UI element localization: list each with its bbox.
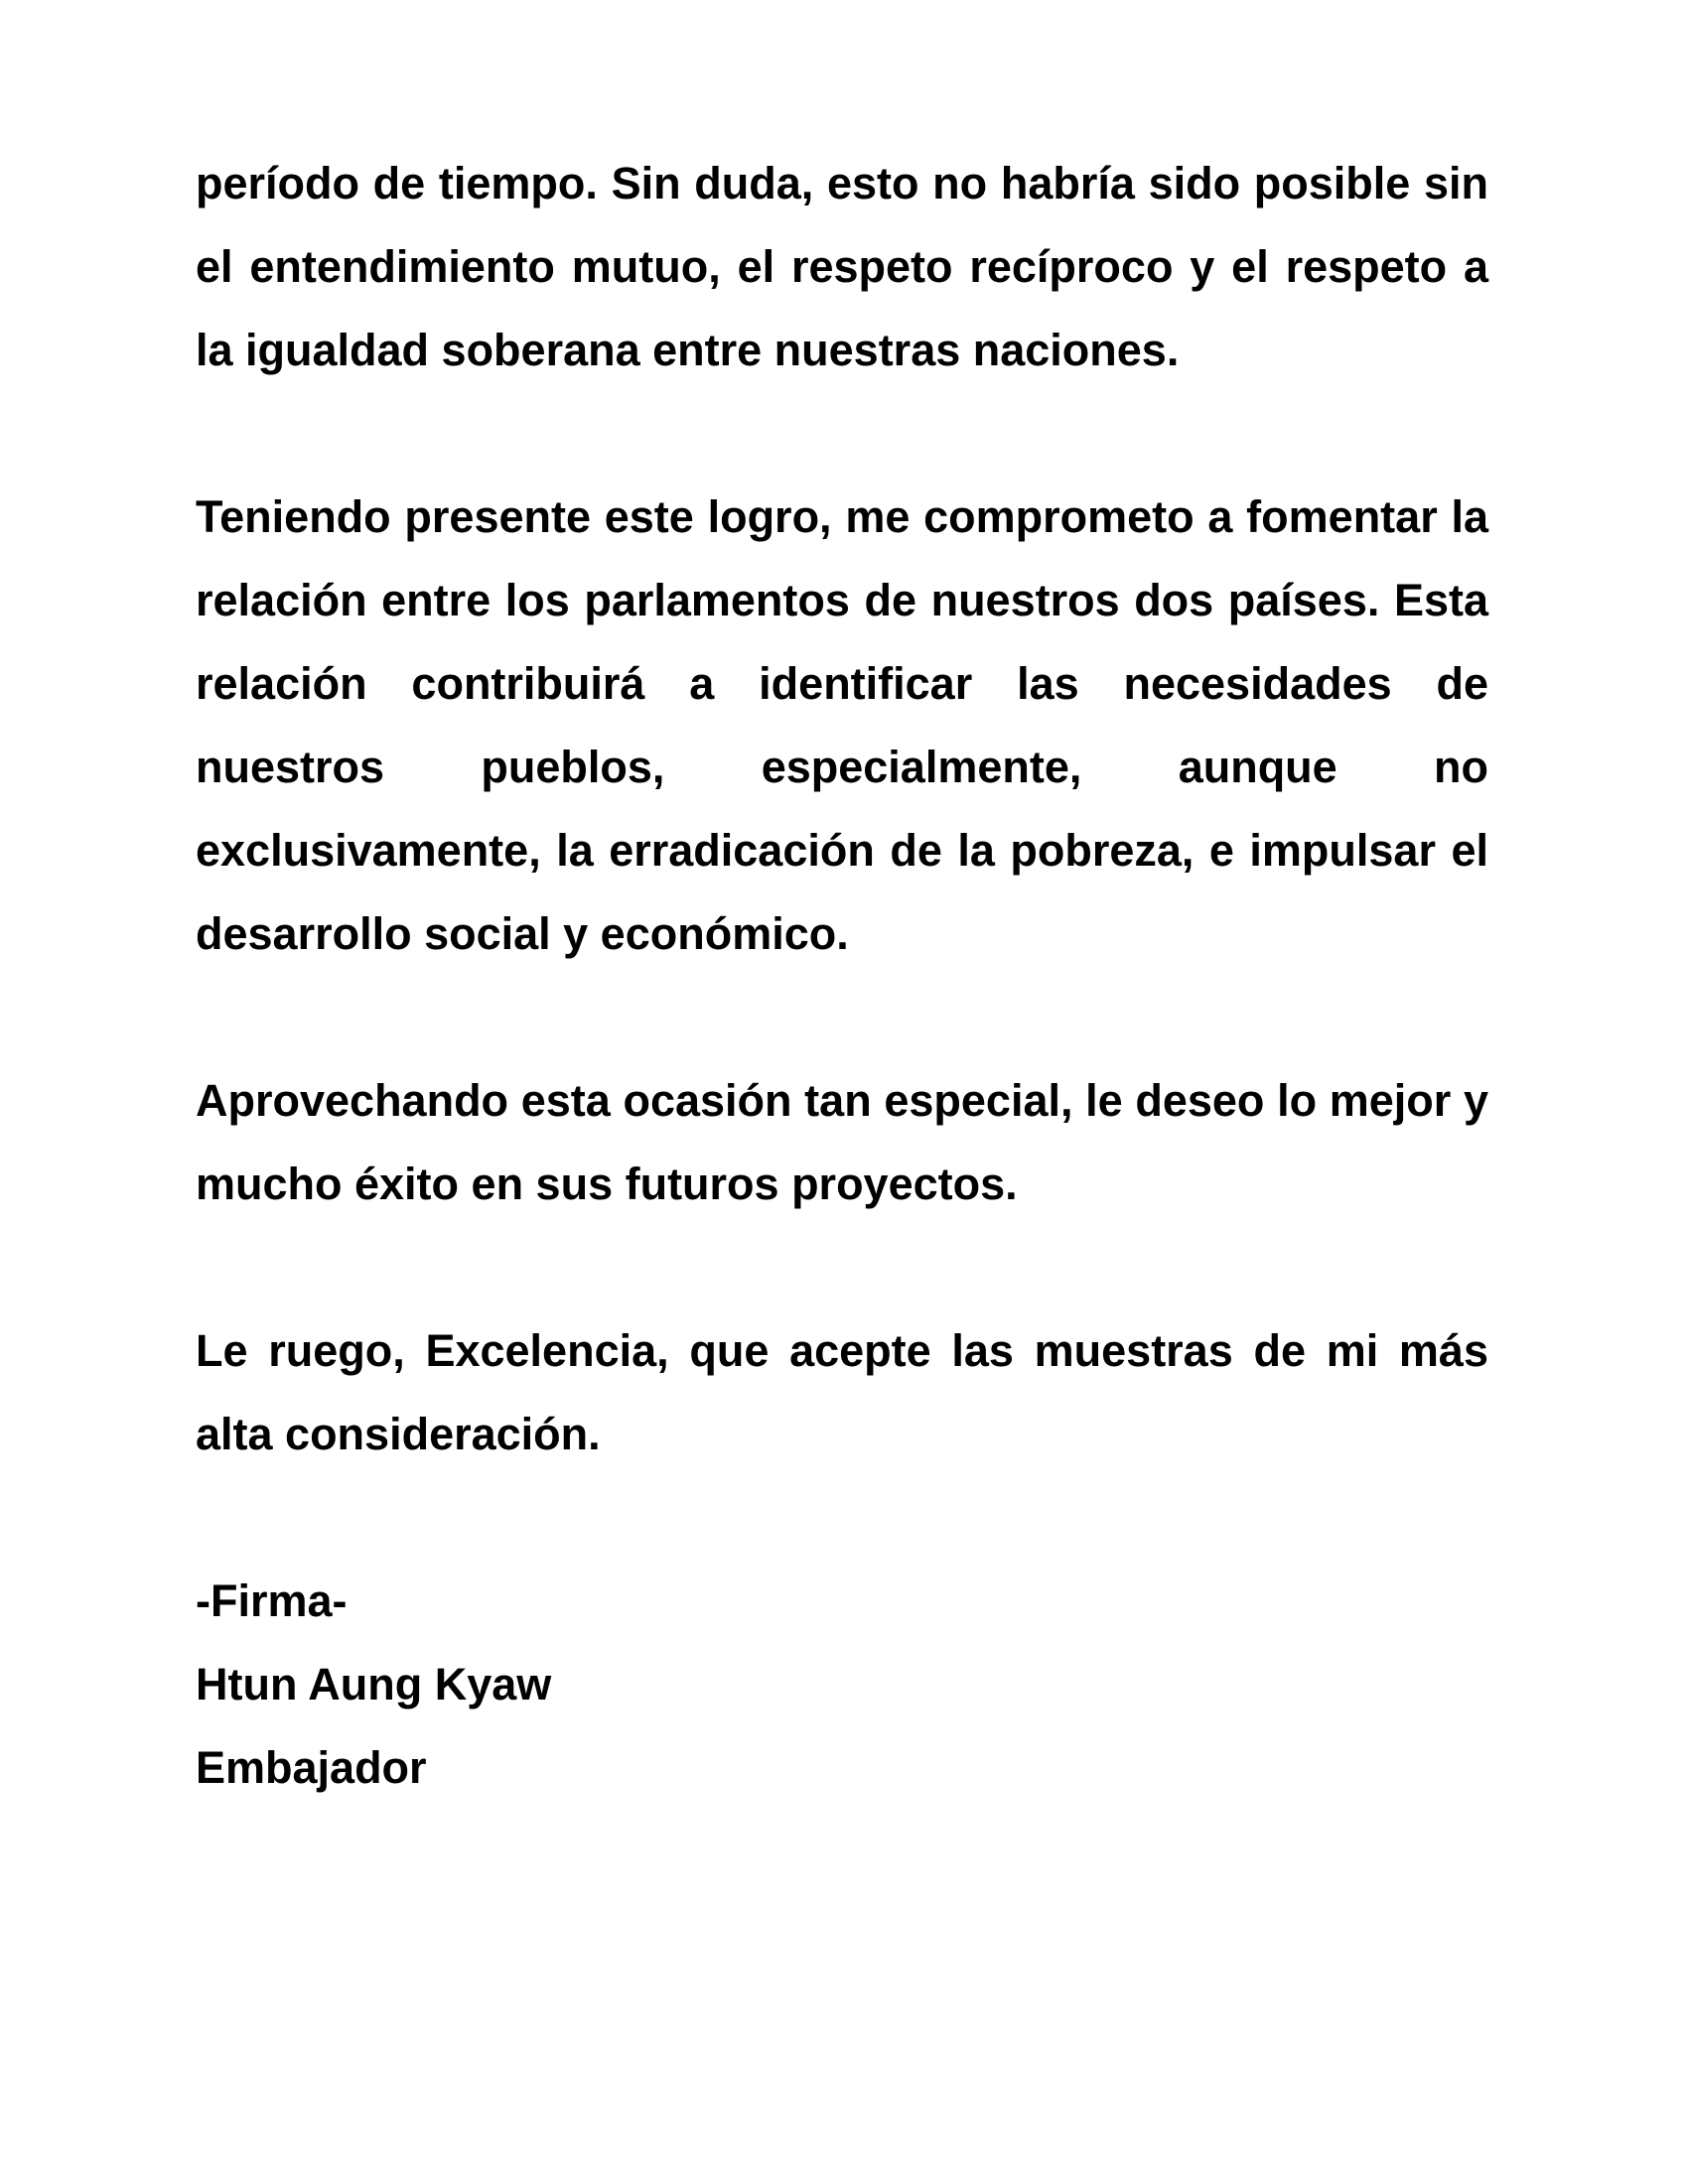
signature-marker: -Firma- — [196, 1575, 348, 1626]
paragraph-3: Aprovechando esta ocasión tan especial, le deseo lo mejor y mucho éxito en sus futuros proyectos. — [196, 1075, 1488, 1209]
signatory-name: Htun Aung Kyaw — [196, 1659, 552, 1709]
paragraph-4: Le ruego, Excelencia, que acepte las muestras de mi más alta consideración. — [196, 1325, 1488, 1459]
letter-body — [196, 142, 1488, 1810]
paragraph-1: período de tiempo. Sin duda, esto no habría sido posible sin el entendimiento mutuo, el respeto recíproco y el respeto a la igualdad soberana entre nuestras naciones. — [196, 158, 1488, 375]
paragraph-2: Teniendo presente este logro, me comprometo a fomentar la relación entre los parlamentos de nuestros dos países. Esta relación contribuirá a identificar las necesidades de nuestros pueblos, especialmente, aunque no exclusivamente, la erradicación de la pobreza, e impulsar el desarrollo social y económico. — [196, 491, 1488, 959]
signatory-title: Embajador — [196, 1742, 427, 1793]
signature-block — [196, 1560, 1488, 1810]
